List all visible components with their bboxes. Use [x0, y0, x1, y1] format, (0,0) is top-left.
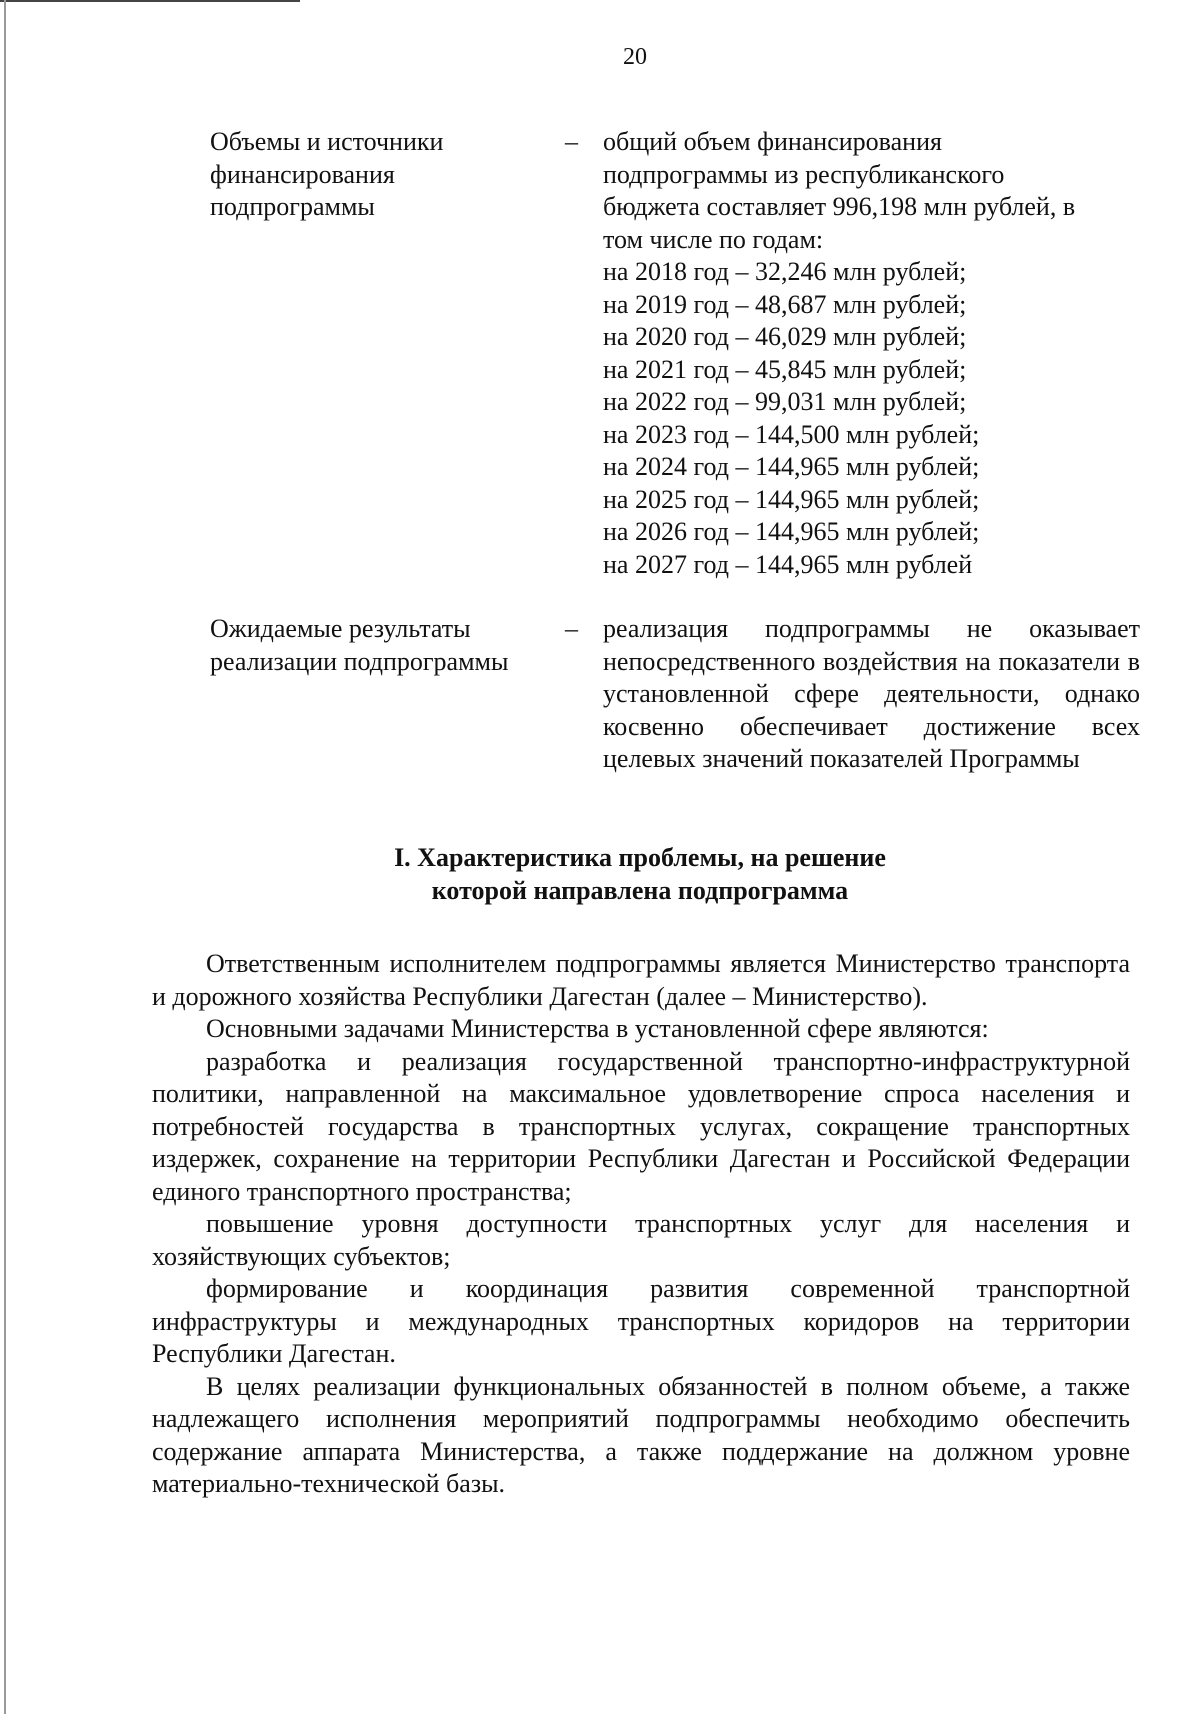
financing-year-2023: на 2023 год – 144,500 млн рублей; — [603, 419, 980, 449]
financing-label-line: подпрограммы — [210, 192, 375, 221]
results-label-line: Ожидаемые результаты — [210, 614, 471, 643]
results-row — [210, 613, 1140, 776]
results-value: реализация подпрограммы не оказывает непосредственного воздействия на показатели в установленной сфере деятельности, однако косвенно обеспечивает достижение всех целевых значений показателей Программы — [603, 614, 1140, 773]
results-label-line: реализации подпрограммы — [210, 646, 509, 676]
financing-year-2025: на 2025 год – 144,965 млн рублей; — [603, 484, 980, 514]
section-body — [152, 948, 1130, 1501]
financing-label-line: финансирования — [210, 159, 395, 189]
financing-intro-line: том числе по годам: — [603, 224, 824, 254]
financing-intro-line: подпрограммы из республиканского — [603, 159, 1005, 189]
passport-table — [210, 126, 1140, 776]
financing-year-2022: на 2022 год – 99,031 млн рублей; — [603, 387, 967, 416]
section-heading — [150, 841, 1130, 907]
section-heading-line: которой направлена подпрограмма — [431, 876, 849, 905]
results-dash: – — [565, 614, 578, 643]
page-number: 20 — [623, 44, 647, 70]
financing-year-2018: на 2018 год – 32,246 млн рублей; — [603, 257, 967, 286]
paragraph-responsible-executor: Ответственным исполнителем подпрограммы является Министерство транспорта и дорожного хозяйства Республики Дагестан (далее – Министерство). — [152, 949, 1130, 1011]
financing-label-line: Объемы и источники — [210, 127, 444, 156]
financing-intro-line: общий объем финансирования — [603, 127, 942, 156]
scan-edge-left — [4, 0, 6, 1714]
financing-year-2026: на 2026 год – 144,965 млн рублей; — [603, 517, 980, 546]
paragraph-main-tasks: Основными задачами Министерства в установленной сфере являются: — [206, 1014, 989, 1043]
financing-year-2020: на 2020 год – 46,029 млн рублей; — [603, 322, 967, 351]
financing-year-2027: на 2027 год – 144,965 млн рублей — [603, 549, 973, 579]
paragraph-task-policy: разработка и реализация государственной транспортно-инфраструктурной политики, направленной на максимальное удовлетворение спроса населения и потребностей государства в транспортных услугах, сокращение транспортных издержек, сохранение на территории Республики Дагестан и Российской Федерации единого транспортного пространства; — [152, 1046, 1130, 1206]
results-label — [210, 613, 565, 776]
paragraph-task-accessibility: повышение уровня доступности транспортных услуг для населения и хозяйствующих субъектов; — [152, 1209, 1130, 1271]
financing-intro-line: бюджета составляет 996,198 млн рублей, в — [603, 192, 1076, 221]
financing-dash: – — [565, 127, 578, 156]
paragraph-task-infrastructure: формирование и координация развития современной транспортной инфраструктуры и международных транспортных коридоров на территории Республики Дагестан. — [152, 1274, 1130, 1368]
financing-label — [210, 126, 565, 581]
financing-value — [603, 126, 1140, 581]
financing-year-2024: на 2024 год – 144,965 млн рублей; — [603, 452, 980, 481]
scan-edge-top — [0, 0, 300, 2]
financing-year-2019: на 2019 год – 48,687 млн рублей; — [603, 289, 967, 319]
row-gap — [210, 581, 1140, 613]
financing-year-2021: на 2021 год – 45,845 млн рублей; — [603, 354, 967, 384]
paragraph-apparatus-maintenance: В целях реализации функциональных обязанностей в полном объеме, а также надлежащего исполнения мероприятий подпрограммы необходимо обеспечить содержание аппарата Министерства, а также поддержание на должном уровне материально-технической базы. — [152, 1371, 1130, 1498]
financing-row — [210, 126, 1140, 581]
section-heading-line: I. Характеристика проблемы, на решение — [394, 843, 886, 872]
